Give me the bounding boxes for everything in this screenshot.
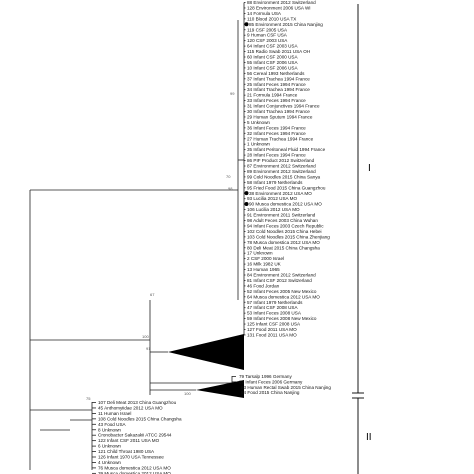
bootstrap-value: 98 [228, 186, 233, 191]
collapsed-clades [168, 334, 244, 398]
leaf-label: 16 Milk 1982 UK [247, 261, 281, 267]
leaf-label: 107 Deli Meat 2013 China Guangzhou [98, 400, 177, 405]
leaf-labels [86, 0, 331, 474]
leaf-label: 119 CSF 2005 USA [247, 27, 288, 33]
leaf-label: 126 Infant 1970 USA Tennessee [98, 454, 164, 460]
leaf-label: 34 Infant Trachea 1994 France [247, 87, 310, 93]
leaf-label: 86 PIF Product 2012 Switzerland [247, 158, 315, 164]
cluster-brackets [352, 4, 364, 474]
leaf-label: 122 Infant CSF 2011 USA MO [98, 438, 160, 444]
leaf-label: 64 Musca domestica 2012 USA MO [247, 294, 320, 300]
leaf-label: 87 Environment 2012 Switzerland [247, 163, 316, 169]
leaf-label: 55 Infant CSF 2006 USA [247, 59, 298, 65]
leaf-label: 81 Infant CSF 2012 Switzerland [247, 277, 312, 283]
leaf-label: 17 Unknown [247, 250, 273, 256]
leaf-label: 94 Infant Feces 2003 Czech Republic [247, 223, 324, 229]
leaf-label: 13 Human 1965 [247, 267, 280, 273]
leaf-label: 39 Musca domestica 2012 USA MO [98, 470, 171, 474]
leaf-label: 80 Deli Meat 2015 China Changsha [247, 245, 320, 251]
leaf-label: 131 Food 2011 USA MO [247, 332, 297, 338]
leaf-label: 84 Food 2015 China Nanjing [241, 390, 300, 396]
leaf-label: 31 Infant Conjunctives 1994 France [247, 103, 320, 109]
leaf-label: 43 Food USA [98, 421, 126, 427]
leaf-label: 8 Unknown [98, 427, 121, 433]
leaf-label: 47 Infant CSF 2008 USA [247, 305, 298, 311]
bootstrap-value: 100 [184, 391, 191, 396]
leaf-label: 52 Infant Feces 2005 New Mexico [247, 288, 317, 294]
leaf-label: 10 Infant CSF 2006 USA [247, 65, 298, 71]
bootstrap-value: 91 [146, 346, 151, 351]
leaf-label: 59 Infant Feces 2008 New Mexico [247, 316, 317, 322]
leaf-label: 32 Infant Feces 1994 France [247, 130, 306, 136]
leaf-label: 76 Musca domestica 2012 USA MO [98, 465, 171, 471]
leaf-label: 102 Cold Noodles 2015 China Hebei [247, 228, 322, 234]
bootstrap-value: 70 [226, 174, 231, 179]
leaf-label: 37 Infant Trachea 1994 France [247, 76, 310, 82]
leaf-label: 38 Environment 2012 USA MO [249, 190, 312, 196]
bootstrap-value: 99 [230, 91, 235, 96]
leaf-label: 6 Unknown [98, 443, 121, 449]
leaf-label: 46 Food Jordan [247, 283, 280, 289]
leaf-label: 79 Tarsalp 1996 Germany [239, 374, 292, 379]
leaf-label: 103 Cold Noodles 2015 China Zhenjiang [247, 234, 330, 240]
leaf-label: 120 CSF 2003 USA [247, 38, 288, 44]
leaf-label: 2 CSF 2000 Israel [247, 256, 285, 262]
leaf-label: 121 Child Throat 1980 USA [98, 449, 155, 455]
marker-dot [245, 22, 249, 26]
leaf-label: 85 Environment 2015 China Nanjing [249, 21, 323, 27]
leaf-label: 83 Human Rectal Swab 2015 China Nanjing [241, 384, 331, 390]
leaf-label: 30 Infant Trachea 1994 France [247, 109, 310, 114]
leaf-label: 128 Environment 2006 USA WI [247, 5, 311, 11]
bootstrap-value: 67 [150, 292, 155, 297]
leaf-label: 110 Blood 2010 USA TX [247, 16, 297, 22]
marker-dot [245, 191, 249, 195]
bootstrap-value: 100 [142, 334, 149, 339]
leaf-label: 29 Human Sputum 1994 France [247, 114, 313, 120]
leaf-label: 58 Infant 1979 Netherlands [247, 179, 303, 185]
leaf-label: 84 Environment 2012 Switzerland [247, 272, 316, 278]
leaf-label: 91 Environment 2011 Switzerland [247, 212, 316, 218]
leaf-label: Cronobacter Sakazakii ATCC 29544 [98, 432, 172, 438]
leaf-label: 21 Formula 1994 France [247, 92, 298, 98]
leaf-label: 35 Infant Peritoneal Fluid 1994 France [247, 147, 326, 153]
leaf-label: 9 Human CSF USA [247, 32, 287, 38]
leaf-label: 93 Lucilia 2012 USA MO [247, 196, 298, 202]
leaf-label: 127 Food 2011 USA MO [247, 327, 297, 332]
leaf-label: 78 Musca domestica 2012 USA MO [247, 239, 320, 245]
leaf-label: 11 Human Israel [98, 410, 132, 416]
leaf-label: 82 Infant Feces 2006 Germany [239, 379, 303, 385]
leaf-label: 36 Infant Feces 1994 France [247, 125, 306, 131]
marker-dot [245, 202, 249, 206]
cluster-label-i: I [368, 163, 371, 174]
leaf-label: 108 Cold Noodles 2015 China Changsha [98, 416, 182, 422]
bootstrap-value: 75 [86, 396, 91, 401]
leaf-label: 33 Infant Feces 1994 France [247, 98, 306, 104]
leaf-label: 57 Infant 1979 Netherlands [247, 299, 303, 305]
leaf-label: 60 Infant CSF 2000 USA [247, 54, 298, 60]
leaf-label: 45 Anthomyiidae 2012 USA MO [98, 405, 163, 411]
leaf-label: 1 Unknown [247, 141, 270, 147]
leaf-label: 125 Infant CSF 2008 USA [247, 321, 301, 327]
leaf-label: 53 Infant Feces 2008 USA [247, 310, 301, 316]
marker-dot [237, 391, 241, 395]
leaf-label: 5 Unknown [247, 119, 270, 125]
leaf-label: 27 Human Trachea 1994 France [247, 136, 314, 142]
leaf-label: 88 Environment 2012 Switzerland [247, 0, 316, 5]
leaf-label: 14 Formula USA [247, 10, 281, 16]
leaf-label: 90 Musca domestica 2012 USA MO [249, 201, 322, 207]
leaf-label: 115 Radio Swab 2011 USA OH [247, 49, 311, 55]
leaf-label: 56 Cereal 1993 Netherlands [247, 70, 305, 76]
leaf-label: 28 Infant Feces 1994 France [247, 152, 306, 158]
marker-dot [237, 385, 241, 389]
leaf-label: 25 Infant Feces 1994 France [247, 81, 306, 87]
leaf-label: 99 Cold Noodles 2015 China Sanya [247, 174, 321, 180]
leaf-label: 4 Unknown [98, 459, 121, 465]
leaf-label: 95 Fried Food 2015 China Guangzhou [247, 185, 326, 191]
leaf-label: 89 Environment 2012 Switzerland [247, 168, 316, 174]
leaf-label: 106 Lucilia 2012 USA MO [247, 207, 300, 213]
cluster-label-ii: II [366, 432, 372, 443]
leaf-label: 98 Adult Feces 2003 China Wuhan [247, 218, 318, 223]
leaf-label: 64 Infant CSF 2003 USA [247, 43, 298, 49]
